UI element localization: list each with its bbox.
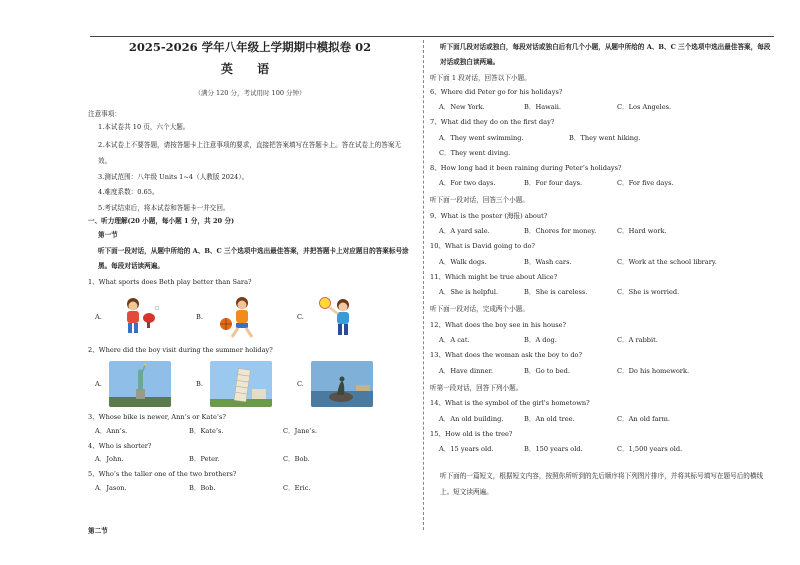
option-b[interactable]: B．She is careless. xyxy=(524,288,588,296)
option-c[interactable]: C．Eric. xyxy=(283,483,311,492)
option-c[interactable]: C．Hard work. xyxy=(617,227,667,235)
part2-heading: 第二节 xyxy=(88,526,108,535)
subject-title: 英 语 xyxy=(220,62,280,76)
notes-heading: 注意事项： xyxy=(88,109,121,118)
option-c[interactable]: C．Work at the school library. xyxy=(617,257,717,266)
passage-instruction: 听下面的一篇短文，根据短文内容，按照你所听到的先后顺序将下列图片排序，并将其标号填写在题号后的横线上。短文读两遍。 xyxy=(440,472,764,496)
question-9-options xyxy=(430,227,775,236)
part1-heading: 第一节 xyxy=(98,230,118,239)
question-6-options xyxy=(430,103,775,112)
question-10-options xyxy=(430,258,775,267)
question-12: 12、What does the boy see in his house? xyxy=(430,320,567,329)
question-15-options xyxy=(430,445,775,454)
option-b[interactable]: B．Go to bed. xyxy=(524,366,570,375)
leaning-tower-picture xyxy=(210,361,272,407)
question-4: 4、Who is shorter? xyxy=(88,441,152,450)
little-mermaid-picture xyxy=(311,361,373,407)
left-column xyxy=(88,40,412,536)
option-a[interactable]: A．A yard sale. xyxy=(439,227,490,235)
note-item-1: 1.本试卷共 10 页，六个大题。 xyxy=(98,123,190,131)
exam-title: 2025-2026 学年八年级上学期期中模拟卷 02 xyxy=(128,40,372,54)
note-item-3: 3.测试范围：八年级 Units 1~4（人教版 2024）。 xyxy=(98,172,249,181)
option-b[interactable]: B．Kate’s. xyxy=(189,426,224,435)
column-divider xyxy=(423,40,424,530)
option-b[interactable]: B．Hawaii. xyxy=(524,103,562,111)
option-a[interactable]: A．Walk dogs. xyxy=(439,257,487,266)
question-2-pictures xyxy=(88,359,412,409)
option-a[interactable]: A．John. xyxy=(95,455,124,463)
option-c[interactable]: C．For five days. xyxy=(617,179,674,187)
option-a[interactable]: A．An old building. xyxy=(439,414,504,423)
question-1: 1、What sports does Beth play better than Sara? xyxy=(88,278,252,286)
option-a[interactable]: A．Jason. xyxy=(95,483,127,492)
option-c[interactable]: C．Jane’s. xyxy=(283,426,317,435)
option-a[interactable]: A．For two days. xyxy=(439,179,496,187)
option-c[interactable]: C．Do his homework. xyxy=(617,366,690,375)
table-tennis-picture xyxy=(109,294,171,340)
question-7-options xyxy=(430,134,775,143)
option-c[interactable]: C．Los Angeles. xyxy=(617,103,672,111)
option-a[interactable]: A．Have dinner. xyxy=(439,366,494,375)
question-3-options xyxy=(88,427,412,436)
option-a-label: A. xyxy=(95,380,102,388)
option-a[interactable]: A．New York. xyxy=(439,103,485,111)
question-2: 2、Where did the boy visit during the summer holiday? xyxy=(88,345,273,354)
group-4-heading: 听第一段对话，回答下列小题。 xyxy=(430,383,523,392)
question-12-options xyxy=(430,336,775,345)
top-rule xyxy=(90,36,774,37)
option-b[interactable]: B．For four days. xyxy=(524,179,583,187)
section1-heading: 一、听力理解(20 小题，每小题 1 分，共 20 分) xyxy=(88,217,235,225)
group-3-heading: 听下面一段对话，完成两个小题。 xyxy=(430,305,529,313)
option-b[interactable]: B．An old tree. xyxy=(524,414,575,423)
note-item-5: 5.考试结束后，将本试卷和答题卡一并交回。 xyxy=(98,203,230,212)
question-13: 13、What does the woman ask the boy to do? xyxy=(430,351,583,359)
option-c-label: C. xyxy=(297,312,304,321)
option-b[interactable]: B．150 years old. xyxy=(524,445,583,453)
question-9: 9、What is the poster (海报) about? xyxy=(430,211,548,220)
group-2-heading: 听下面一段对话，回答三个小题。 xyxy=(430,196,529,204)
part1-instruction: 听下面一段对话，从题中所给的 A、B、C 三个选项中选出最佳答案，并把答题卡上对应题目的答案标号涂黑。每段对话读两遍。 xyxy=(98,247,409,270)
question-5-options xyxy=(88,484,412,493)
group-1-heading: 听下面 1 段对话，回答以下小题。 xyxy=(430,74,531,82)
question-11: 11、Which might be true about Alice? xyxy=(430,272,558,281)
option-b[interactable]: B．A dog. xyxy=(524,336,557,344)
note-item-4: 4.难度系数：0.65。 xyxy=(98,188,159,196)
question-6: 6、Where did Peter go for his holidays? xyxy=(430,87,563,96)
question-8: 8、How long had it been raining during Peter’s holidays? xyxy=(430,163,622,172)
question-7: 7、What did they do on the first day? xyxy=(430,118,555,126)
option-c[interactable]: C．1,500 years old. xyxy=(617,445,683,453)
question-4-options xyxy=(88,455,412,464)
option-b-label: B. xyxy=(196,380,203,388)
option-a[interactable]: A．15 years old. xyxy=(439,445,494,453)
option-b[interactable]: B．Bob. xyxy=(189,483,216,492)
option-c[interactable]: C．A rabbit. xyxy=(617,336,658,344)
question-7-option-c-row xyxy=(430,149,775,158)
option-b[interactable]: B．Chores for money. xyxy=(524,227,597,235)
option-b[interactable]: B．Wash cars. xyxy=(524,257,572,266)
option-c[interactable]: C．An old farm. xyxy=(617,414,671,423)
question-14: 14、What is the symbol of the girl's hometown? xyxy=(430,399,590,407)
option-c[interactable]: C．Bob. xyxy=(283,455,310,463)
basketball-picture xyxy=(210,294,272,340)
option-b[interactable]: B．Peter. xyxy=(189,455,220,463)
option-b-label: B. xyxy=(196,312,203,321)
option-b[interactable]: B．They went hiking. xyxy=(569,133,641,142)
option-c[interactable]: C．She is worried. xyxy=(617,288,680,296)
question-3: 3、Whose bike is newer, Ann’s or Kate’s? xyxy=(88,413,226,421)
question-5: 5、Who’s the taller one of the two brothers? xyxy=(88,470,237,478)
score-note: （满分 120 分，考试用时 100 分钟） xyxy=(194,89,306,97)
option-a-label: A. xyxy=(95,312,102,321)
question-10: 10、What is David going to do? xyxy=(430,242,535,250)
right-column xyxy=(430,40,775,500)
volleyball-picture xyxy=(311,294,373,340)
question-11-options xyxy=(430,288,775,297)
question-14-options xyxy=(430,415,775,424)
statue-of-liberty-picture xyxy=(109,361,171,407)
question-8-options xyxy=(430,179,775,188)
option-a[interactable]: A．They went swimming. xyxy=(439,133,524,142)
question-1-pictures xyxy=(88,292,412,342)
option-c-label: C. xyxy=(297,380,304,388)
option-a[interactable]: A．Ann’s. xyxy=(95,426,128,435)
option-a[interactable]: A．She is helpful. xyxy=(439,288,499,296)
note-item-2: 2.本试卷上不要答题，请按答题卡上注意事项的要求，直接把答案填写在答题卡上。答在试卷上的答案无效。 xyxy=(98,140,402,165)
option-c[interactable]: C．They went diving. xyxy=(439,148,511,157)
question-13-options xyxy=(430,367,775,376)
option-a[interactable]: A．A cat. xyxy=(439,336,470,344)
question-15: 15、How old is the tree? xyxy=(430,429,513,438)
section-intro: 听下面几段对话或独白，每段对话或独白后有几个小题，从题中所给的 A、B、C 三个选项中选出最佳答案，每段对话或独白读两遍。 xyxy=(440,43,771,66)
